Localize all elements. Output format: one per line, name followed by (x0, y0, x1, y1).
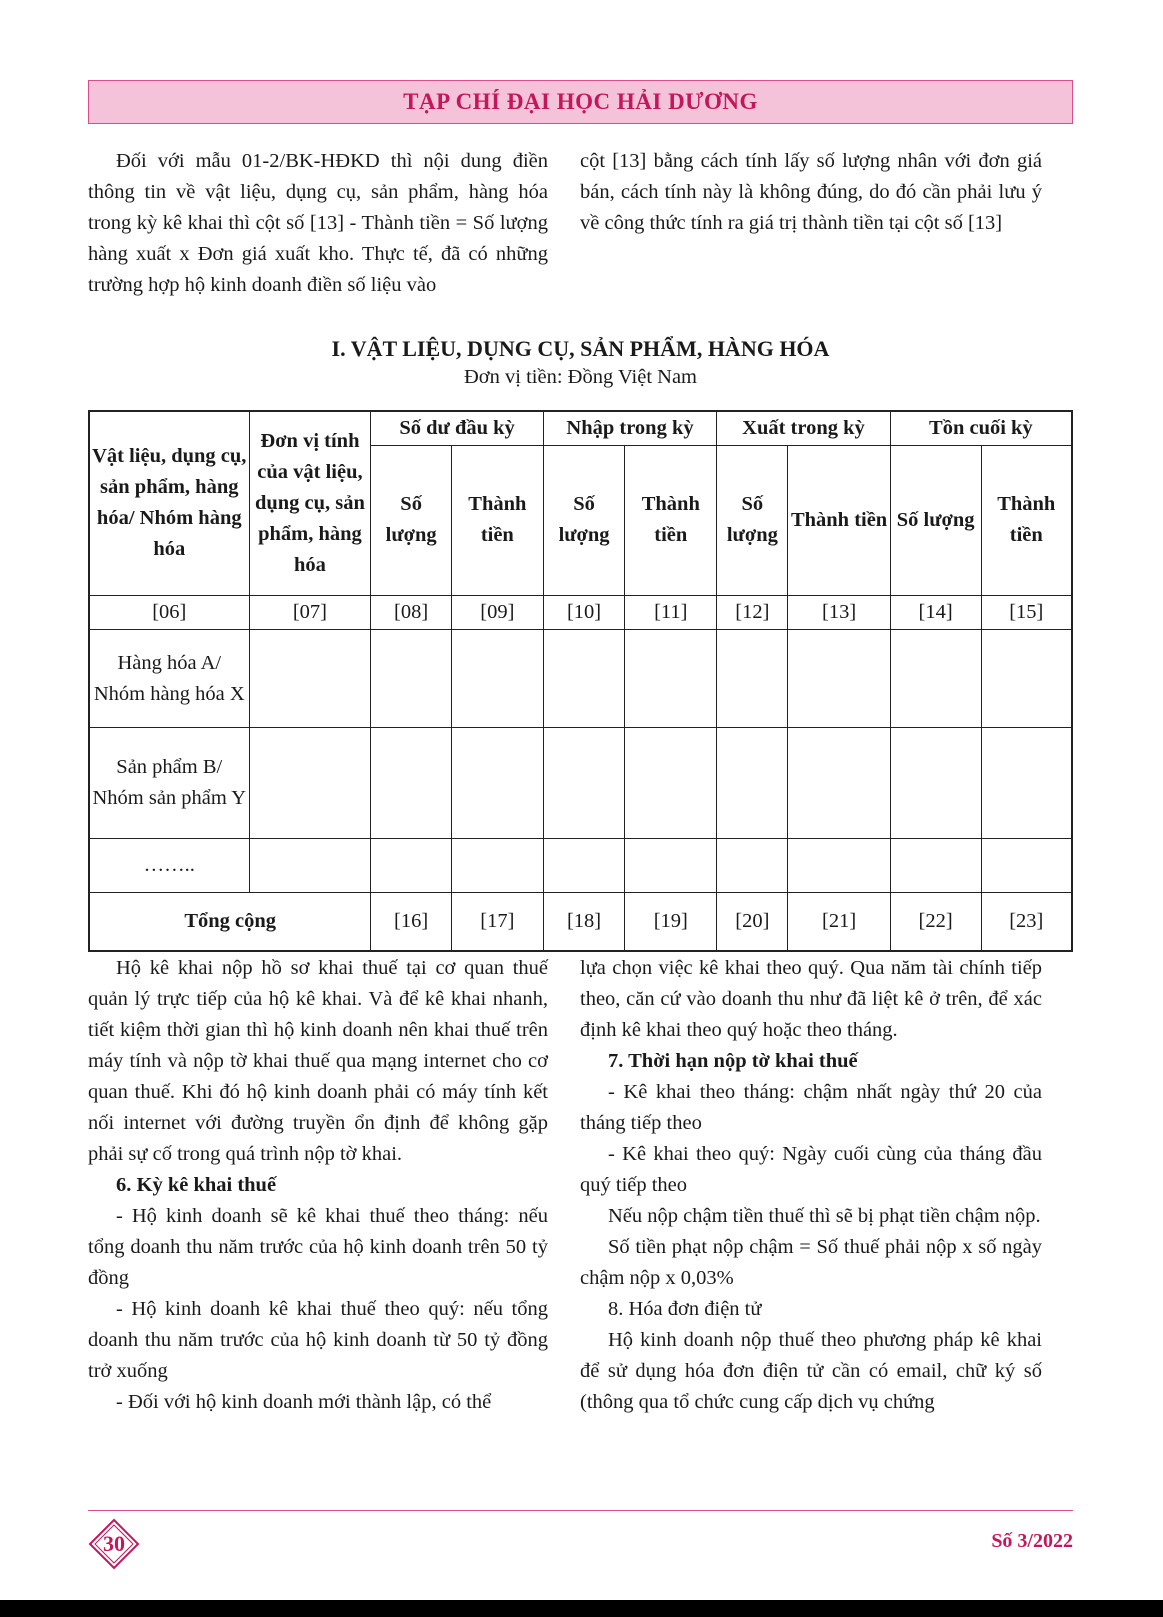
header-item: Vật liệu, dụng cụ, sản phẩm, hàng hóa/ Nhóm hàng hóa (89, 411, 249, 595)
bottom-right-column (580, 953, 1042, 1418)
table-row (89, 727, 1072, 838)
total-cell: [16] (371, 892, 452, 951)
bottom-left-column (88, 953, 548, 1418)
header-closing-balance: Tồn cuối kỳ (890, 411, 1072, 445)
table-row (89, 839, 1072, 893)
paragraph: Nếu nộp chậm tiền thuế thì sẽ bị phạt tiền chậm nộp. (608, 1205, 1041, 1227)
code-cell: [07] (249, 595, 371, 630)
paragraph: Đối với mẫu 01-2/BK-HĐKD thì nội dung điền thông tin về vật liệu, dụng cụ, sản phẩm, hàng hóa trong kỳ kê khai thì cột số [13] - Thành tiền = Số lượng hàng xuất x Đơn giá xuất kho. Thực tế, đã có những trường hợp hộ kinh doanh điền số liệu vào (88, 150, 548, 296)
total-label: Tổng cộng (89, 892, 371, 951)
paragraph: - Đối với hộ kinh doanh mới thành lập, có thể (116, 1391, 492, 1413)
total-cell: [20] (717, 892, 788, 951)
code-cell: [11] (625, 595, 717, 630)
header-amount: Thành tiền (625, 445, 717, 595)
code-cell: [09] (451, 595, 543, 630)
header-qty: Số lượng (890, 445, 981, 595)
header-imports: Nhập trong kỳ (543, 411, 716, 445)
paragraph: - Kê khai theo quý: Ngày cuối cùng của tháng đầu quý tiếp theo (580, 1143, 1042, 1196)
total-cell: [22] (890, 892, 981, 951)
section-heading: 7. Thời hạn nộp tờ khai thuế (608, 1050, 858, 1072)
code-cell: [14] (890, 595, 981, 630)
paragraph: - Hộ kinh doanh sẽ kê khai thuế theo tháng: nếu tổng doanh thu năm trước của hộ kinh doanh trên 50 tỷ đồng (88, 1205, 548, 1289)
top-left-column (88, 146, 548, 301)
total-cell: [19] (625, 892, 717, 951)
section-heading: 6. Kỳ kê khai thuế (116, 1174, 277, 1196)
issue-label: Số 3/2022 (991, 1530, 1073, 1552)
paragraph: - Kê khai theo tháng: chậm nhất ngày thứ 20 của tháng tiếp theo (580, 1081, 1042, 1134)
code-cell: [13] (788, 595, 890, 630)
table-row (89, 595, 1072, 630)
paragraph: Hộ kê khai nộp hồ sơ khai thuế tại cơ quan thuế quản lý trực tiếp của hộ kê khai. Và để kê khai nhanh, tiết kiệm thời gian thì hộ kinh doanh nên khai thuế trên máy tính và nộp tờ khai thuế qua mạng internet cho cơ quan thuế. Khi đó hộ kinh doanh phải có máy tính kết nối internet với đường truyền ổn định để không gặp phải sự cố trong quá trình nộp tờ khai. (88, 957, 548, 1165)
paragraph: lựa chọn việc kê khai theo quý. Qua năm tài chính tiếp theo, căn cứ vào doanh thu như đã liệt kê ở trên, để xác định kê khai theo quý hoặc theo tháng. (580, 957, 1042, 1041)
section-heading: 8. Hóa đơn điện tử (608, 1298, 762, 1320)
page-number: 30 (103, 1531, 125, 1556)
total-cell: [18] (543, 892, 625, 951)
paragraph: Số tiền phạt nộp chậm = Số thuế phải nộp x số ngày chậm nộp x 0,03% (580, 1236, 1042, 1289)
code-cell: [10] (543, 595, 625, 630)
row-label: …….. (89, 839, 249, 893)
inventory-table (88, 410, 1073, 952)
header-qty: Số lượng (371, 445, 452, 595)
header-exports: Xuất trong kỳ (717, 411, 890, 445)
code-cell: [08] (371, 595, 452, 630)
header-unit: Đơn vị tính của vật liệu, dụng cụ, sản phẩm, hàng hóa (249, 411, 371, 595)
code-cell: [06] (89, 595, 249, 630)
paragraph: Hộ kinh doanh nộp thuế theo phương pháp kê khai để sử dụng hóa đơn điện tử cần có email, chữ ký số (thông qua tổ chức cung cấp dịch vụ chứng (580, 1329, 1042, 1413)
bottom-bar (0, 1600, 1163, 1617)
total-cell: [23] (981, 892, 1072, 951)
row-label: Sản phẩm B/ Nhóm sản phẩm Y (89, 727, 249, 838)
total-cell: [17] (451, 892, 543, 951)
header-amount: Thành tiền (788, 445, 890, 595)
header-qty: Số lượng (717, 445, 788, 595)
paragraph: - Hộ kinh doanh kê khai thuế theo quý: nếu tổng doanh thu năm trước của hộ kinh doanh từ 50 tỷ đồng trở xuống (88, 1298, 548, 1382)
table-row (89, 630, 1072, 728)
table-row-total (89, 892, 1072, 951)
journal-header (88, 80, 1073, 124)
header-amount: Thành tiền (981, 445, 1072, 595)
code-cell: [15] (981, 595, 1072, 630)
header-qty: Số lượng (543, 445, 625, 595)
total-cell: [21] (788, 892, 890, 951)
page-number-badge (88, 1518, 140, 1570)
code-cell: [12] (717, 595, 788, 630)
row-label: Hàng hóa A/ Nhóm hàng hóa X (89, 630, 249, 728)
header-amount: Thành tiền (451, 445, 543, 595)
header-opening-balance: Số dư đầu kỳ (371, 411, 543, 445)
footer-divider (88, 1510, 1073, 1511)
top-right-column (580, 146, 1042, 239)
table-unit: Đơn vị tiền: Đồng Việt Nam (464, 366, 697, 388)
paragraph: cột [13] bằng cách tính lấy số lượng nhân với đơn giá bán, cách tính này là không đúng, do đó cần phải lưu ý về công thức tính ra giá trị thành tiền tại cột số [13] (580, 150, 1042, 234)
table-title: I. VẬT LIỆU, DỤNG CỤ, SẢN PHẨM, HÀNG HÓA (331, 336, 830, 361)
journal-title: TẠP CHÍ ĐẠI HỌC HẢI DƯƠNG (403, 89, 758, 114)
